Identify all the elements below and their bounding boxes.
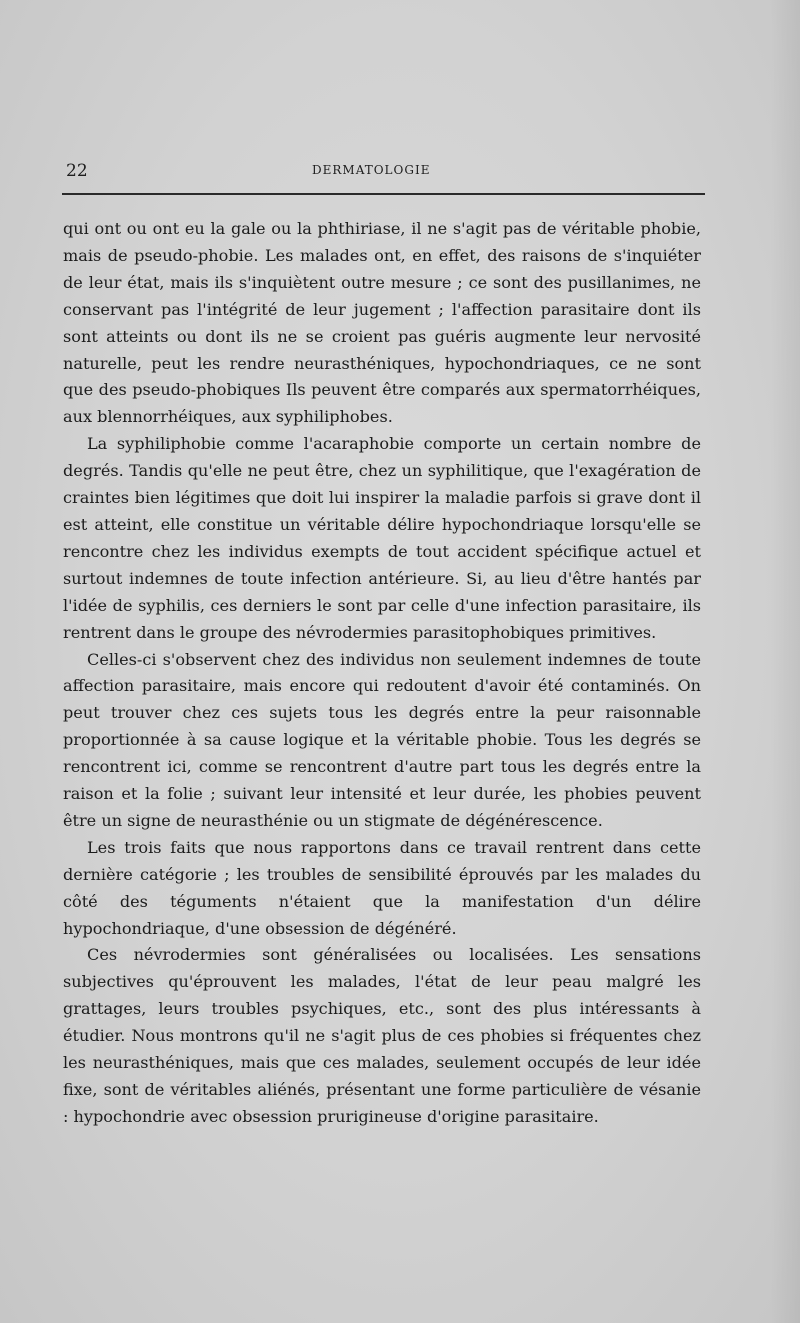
paragraph-5: Ces névrodermies sont généralisées ou localisées. Les sensations subjectives qu'éprouvent les malades, l'état de leur peau malgré les grattages, leurs troubles psychiques, etc., sont des plus intéressants à étudier. Nous montrons qu'il ne s'agit plus de ces phobies si fréquentes chez les neurasthéniques, mais que ces malades, seulement occupés de leur idée fixe, sont de véritables aliénés, présentant une forme particulière de vésanie : hypochondrie avec obsession prurigineuse d'origine parasitaire. bbox=[63, 945, 701, 1126]
paragraph-4: Les trois faits que nous rapportons dans ce travail rentrent dans cette dernière catégorie ; les troubles de sensibilité éprouvés par les malades du côté des téguments n'étaient que la manifestation d'un délire hypochondriaque, d'une obsession de dégénéré. bbox=[63, 837, 701, 938]
page-number: 22 bbox=[66, 161, 88, 181]
body-text bbox=[63, 216, 701, 1131]
paragraph-3: Celles-ci s'observent chez des individus non seulement indemnes de toute affection parasitaire, mais encore qui redoutent d'avoir été contaminés. On peut trouver chez ces sujets tous les degrés entre la peur raisonnable proportionnée à sa cause logique et la véritable phobie. Tous les degrés se rencontrent ici, comme se rencontrent d'autre part tous les degrés entre la raison et la folie ; suivant leur intensité et leur durée, les phobies peuvent être un signe de neurasthénie ou un stigmate de dégénérescence. bbox=[63, 649, 701, 830]
paragraph-1: qui ont ou ont eu la gale ou la phthiriase, il ne s'agit pas de véritable phobie, mais de pseudo-phobie. Les malades ont, en effet, des raisons de s'inquiéter de leur état, mais ils s'inquiètent outre mesure ; ce sont des pusillanimes, ne conservant pas l'intégrité de leur jugement ; l'affection parasitaire dont ils sont atteints ou dont ils ne se croient pas guéris augmente leur nervosité naturelle, peut les rendre neurasthéniques, hypochondriaques, ce ne sont que des pseudo-phobiques Ils peuvent être comparés aux spermatorrhéiques, aux blennorrhéiques, aux syphiliphobes. bbox=[63, 219, 701, 427]
running-title: DERMATOLOGIE bbox=[312, 163, 431, 177]
header-rule bbox=[62, 193, 705, 195]
page-edge-shadow bbox=[770, 0, 800, 1323]
paragraph-2: La syphiliphobie comme l'acaraphobie comporte un certain nombre de degrés. Tandis qu'elle ne peut être, chez un syphilitique, que l'exagération de craintes bien légitimes que doit lui inspirer la maladie parfois si grave dont il est atteint, elle constitue un véritable délire hypochondriaque lorsqu'elle se rencontre chez les individus exempts de tout accident spécifique actuel et surtout indemnes de toute infection antérieure. Si, au lieu d'être hantés par l'idée de syphilis, ces derniers le sont par celle d'une infection parasitaire, ils rentrent dans le groupe des névrodermies parasitophobiques primitives. bbox=[63, 434, 701, 642]
